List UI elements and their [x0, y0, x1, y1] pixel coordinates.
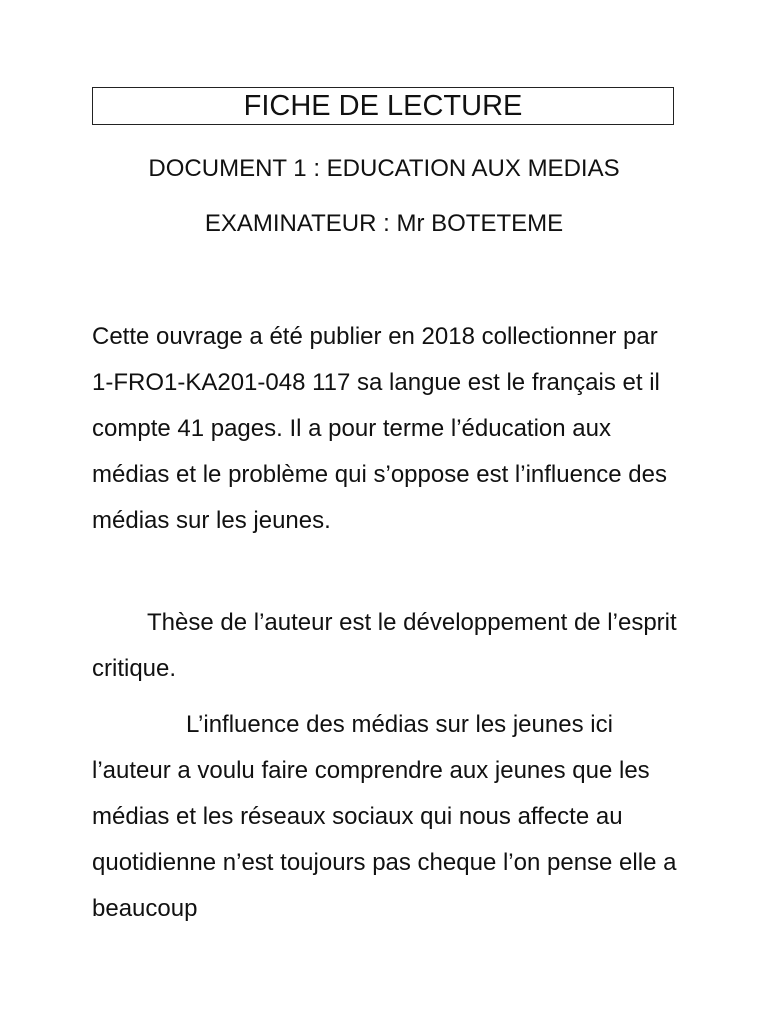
paragraph-publication-info: Cette ouvrage a été publier en 2018 collectionner par 1-FRO1-KA201-048 117 sa langue est le français et il compte 41 pages. Il a pour terme l’éducation aux médias et le problème qui s’oppose est l’influence des médias sur les jeunes. — [92, 323, 668, 534]
paragraph-thesis: Thèse de l’auteur est le développement de l’esprit critique. — [92, 609, 677, 682]
document-title: FICHE DE LECTURE — [92, 87, 674, 125]
document-subtitle: DOCUMENT 1 : EDUCATION AUX MEDIAS — [148, 155, 620, 182]
examiner-line: EXAMINATEUR : Mr BOTETEME — [204, 210, 564, 237]
paragraph-media-influence: L’influence des médias sur les jeunes ici l’auteur a voulu faire comprendre aux jeunes que les médias et les réseaux sociaux qui nous affecte au quotidienne n’est toujours pas cheque l’on pense elle a beaucoup — [92, 711, 677, 922]
